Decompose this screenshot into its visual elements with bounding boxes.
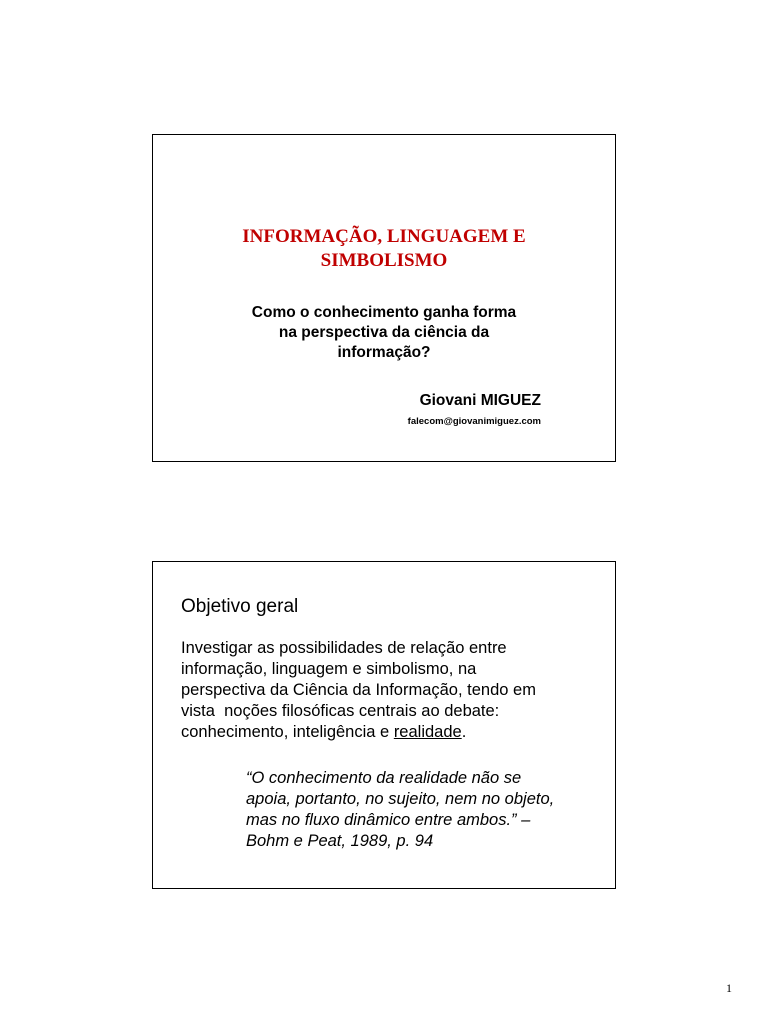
section-heading: Objetivo geral <box>181 596 299 617</box>
paragraph-line: vista noções filosóficas centrais ao debate: <box>181 702 500 720</box>
paragraph-line: informação, linguagem e simbolismo, na <box>181 660 477 678</box>
paragraph-line-last <box>181 722 601 743</box>
paragraph-line: perspectiva da Ciência da Informação, tendo em <box>181 681 536 699</box>
objective-paragraph <box>181 638 601 743</box>
quote-line: Bohm e Peat, 1989, p. 94 <box>246 832 434 850</box>
slide-subtitle-line: Como o conhecimento ganha forma <box>251 304 517 321</box>
author-name: Giovani MIGUEZ <box>419 392 541 409</box>
paragraph-line: Investigar as possibilidades de relação entre <box>181 639 507 657</box>
objective-slide <box>152 561 616 889</box>
slide-title-line: INFORMAÇÃO, LINGUAGEM E <box>242 226 526 247</box>
slide-subtitle-line: na perspectiva da ciência da <box>278 324 490 341</box>
quote-line: mas no fluxo dinâmico entre ambos.” – <box>246 811 531 829</box>
slide-title <box>153 225 615 273</box>
author-email: falecom@giovanimiguez.com <box>407 416 541 427</box>
paragraph-text: conhecimento, inteligência e <box>181 723 394 741</box>
slide-subtitle-line: informação? <box>337 344 431 361</box>
slide-subtitle <box>153 303 615 363</box>
page-number: 1 <box>726 981 732 995</box>
slide-title-line: SIMBOLISMO <box>320 250 448 271</box>
quote-line: apoia, portanto, no sujeito, nem no objeto, <box>246 790 555 808</box>
quotation <box>246 768 606 852</box>
quote-line: “O conhecimento da realidade não se <box>246 769 522 787</box>
paragraph-punctuation: . <box>461 723 467 741</box>
underlined-word: realidade <box>393 723 462 741</box>
title-slide <box>152 134 616 462</box>
